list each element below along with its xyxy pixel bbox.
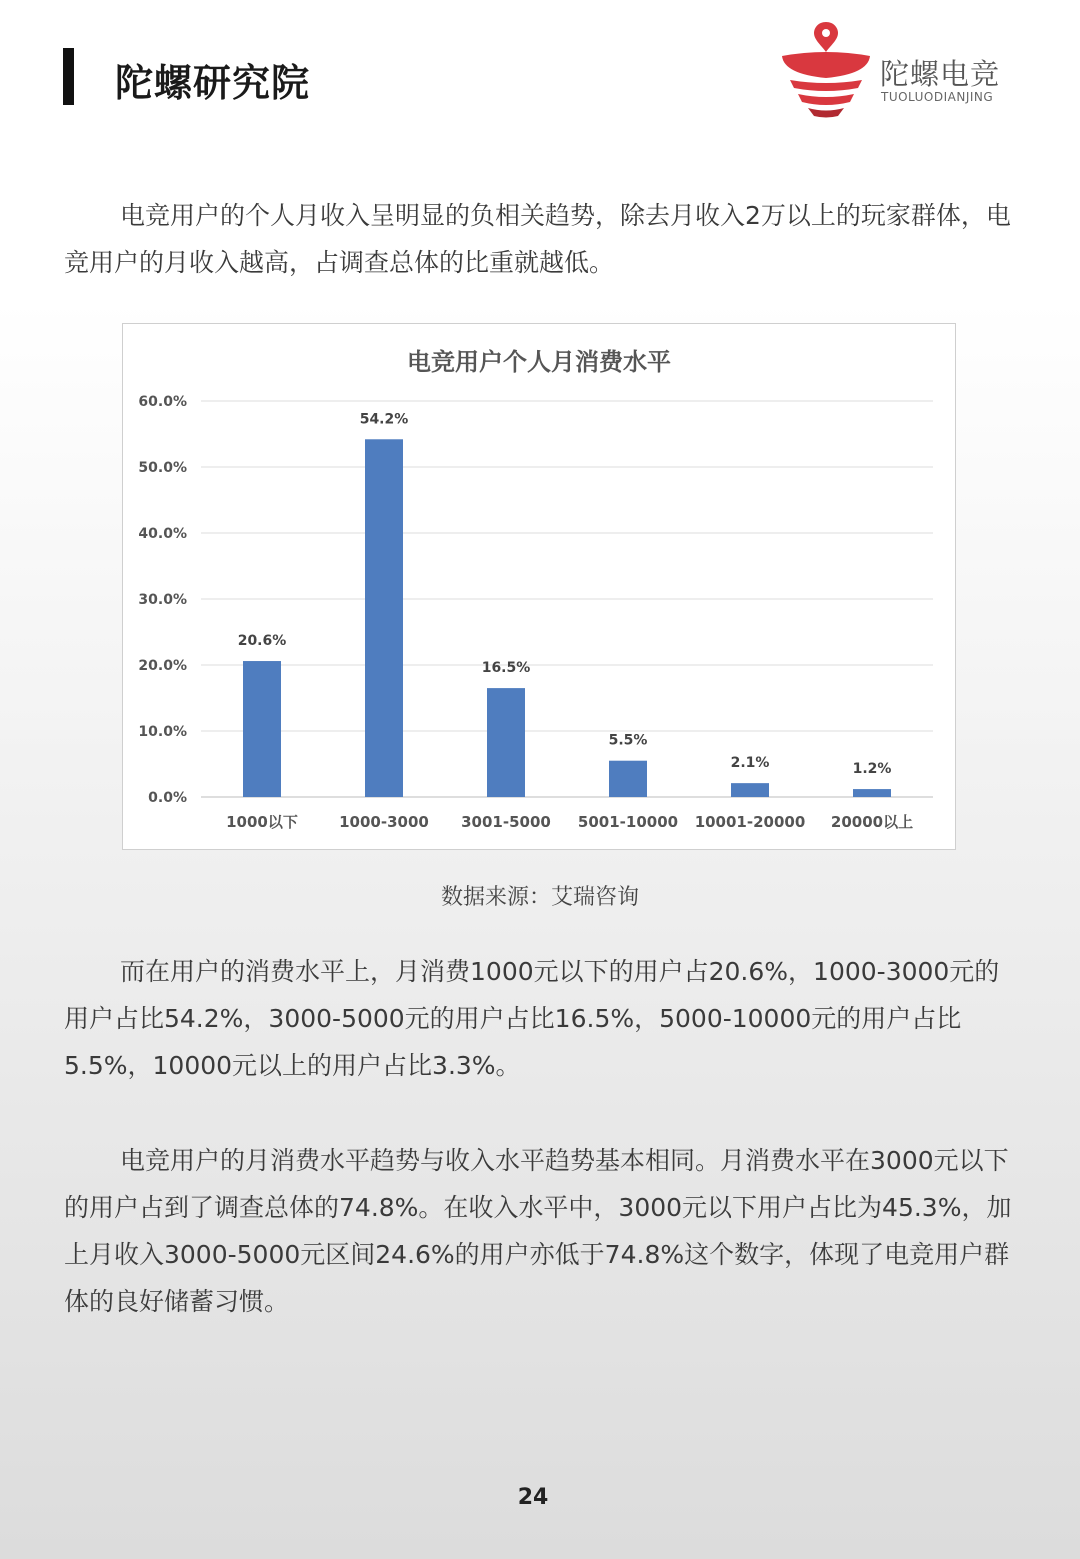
x-tick-label: 10001-20000 (694, 813, 806, 831)
paragraph-text: 电竞用户的月消费水平趋势与收入水平趋势基本相同。月消费水平在3000元以下的用户占到了调查总体的74.8%。在收入水平中，3000元以下用户占比为45.3%，加上月收入3000-5000元区间24.6%的用户亦低于74.8%这个数字，体现了电竞用户群体的良好储蓄习惯。 (64, 1146, 1012, 1316)
chart-title: 电竞用户个人月消费水平 (407, 348, 671, 376)
body-paragraph-3 (64, 1137, 1014, 1325)
x-tick-label: 5001-10000 (577, 813, 679, 831)
page-header-title: 陀螺研究院 (115, 61, 311, 105)
paragraph-text: 而在用户的消费水平上，月消费1000元以下的用户占20.6%，1000-3000元的用户占比54.2%，3000-5000元的用户占比16.5%，5000-10000元的用户占比5.5%，10000元以上的用户占比3.3%。 (64, 957, 1000, 1080)
data-label: 2.1% (730, 755, 770, 772)
y-tick-label: 30.0% (138, 592, 187, 608)
data-label: 54.2% (359, 411, 409, 428)
y-tick-label: 20.0% (138, 658, 187, 674)
y-tick-label: 40.0% (138, 526, 187, 542)
logo-wordmark-cn: 陀螺电竞 (880, 57, 1001, 91)
y-tick-label: 50.0% (138, 460, 187, 476)
data-label: 5.5% (608, 732, 648, 749)
y-tick-label: 60.0% (138, 394, 187, 410)
data-label: 16.5% (481, 660, 531, 677)
bar (365, 439, 403, 797)
bar (853, 789, 891, 797)
chart-canvas (123, 324, 955, 849)
bar (731, 783, 769, 797)
data-source-caption: 数据来源：艾瑞咨询 (440, 885, 639, 910)
logo-bowl-icon (778, 18, 878, 122)
page-number: 24 (517, 1485, 549, 1510)
body-paragraph-2 (64, 948, 1014, 1089)
y-tick-label: 10.0% (138, 724, 187, 740)
y-tick-label: 0.0% (148, 790, 187, 806)
data-label: 1.2% (852, 761, 892, 778)
x-tick-label: 3001-5000 (461, 813, 551, 831)
bar (487, 688, 525, 797)
bar (609, 761, 647, 797)
header-accent-bar (63, 48, 74, 105)
logo-wordmark-en: TUOLUODIANJING (881, 90, 994, 104)
bar (243, 661, 281, 797)
x-tick-label: 1000-3000 (339, 813, 429, 831)
brand-logo (778, 18, 1008, 122)
x-tick-label: 1000以下 (226, 813, 298, 831)
bar-chart (122, 323, 956, 850)
data-label: 20.6% (237, 633, 287, 650)
body-paragraph-1 (64, 192, 1014, 286)
paragraph-text: 电竞用户的个人月收入呈明显的负相关趋势，除去月收入2万以上的玩家群体，电竞用户的月收入越高，占调查总体的比重就越低。 (64, 201, 1011, 277)
x-tick-label: 20000以上 (830, 813, 914, 831)
